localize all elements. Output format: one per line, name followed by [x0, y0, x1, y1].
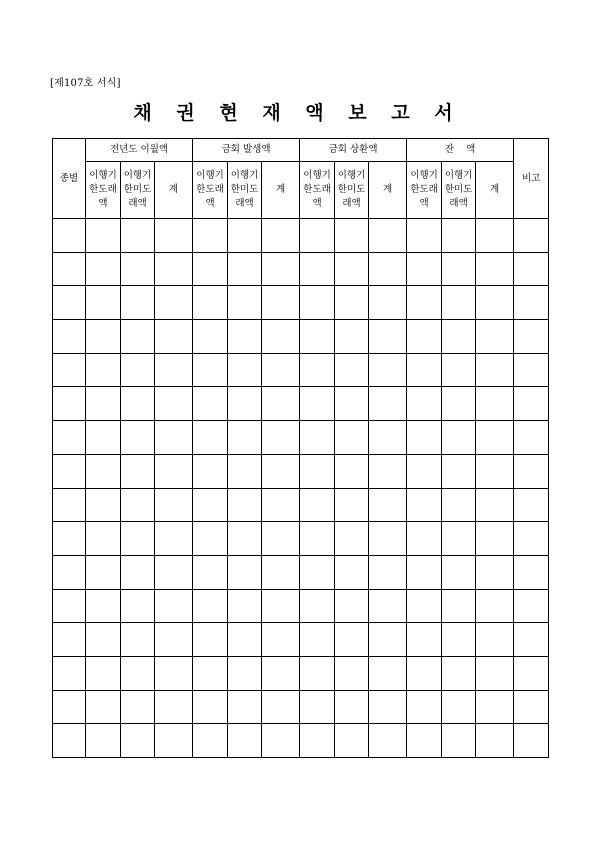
group-header-repaid: 금회 상환액 [300, 139, 407, 162]
table-cell [121, 286, 155, 320]
table-cell [369, 623, 407, 657]
table-cell [407, 623, 442, 657]
table-cell [476, 252, 514, 286]
subheader-line: 이행기 [303, 170, 331, 181]
table-cell [335, 488, 369, 522]
table-cell [53, 219, 86, 253]
table-cell [228, 252, 262, 286]
subheader-carryover-total: 계 [155, 162, 193, 219]
table-cell [193, 252, 228, 286]
subheader-issued-not-due-amount [228, 162, 262, 219]
subheader-line: 래액 [235, 198, 254, 209]
table-row [53, 320, 549, 354]
subheader-line: 이행기 [123, 170, 152, 181]
table-cell [369, 555, 407, 589]
table-cell [155, 252, 193, 286]
table-cell [262, 724, 300, 758]
table-cell [476, 656, 514, 690]
table-cell [335, 623, 369, 657]
table-cell [407, 286, 442, 320]
table-cell [121, 421, 155, 455]
table-cell [442, 353, 476, 387]
table-cell [300, 690, 335, 724]
table-cell [407, 320, 442, 354]
table-cell [53, 522, 86, 556]
table-cell [86, 488, 121, 522]
table-cell [228, 623, 262, 657]
table-row [53, 522, 549, 556]
table-cell [369, 320, 407, 354]
table-cell [369, 286, 407, 320]
table-cell [228, 724, 262, 758]
table-cell [121, 252, 155, 286]
subheader-line: 이행기 [89, 170, 117, 181]
table-cell [442, 219, 476, 253]
table-cell [335, 555, 369, 589]
table-cell [155, 555, 193, 589]
group-header-balance: 잔 액 [407, 139, 514, 162]
table-cell [262, 286, 300, 320]
subheader-line: 액 [419, 198, 429, 209]
table-cell [155, 454, 193, 488]
table-cell [53, 656, 86, 690]
table-cell [369, 656, 407, 690]
remarks-header: 비고 [514, 139, 549, 219]
table-cell [53, 252, 86, 286]
table-cell [86, 690, 121, 724]
table-row [53, 724, 549, 758]
table-cell [476, 387, 514, 421]
subheader-line: 한도래 [303, 184, 331, 195]
table-cell [262, 421, 300, 455]
table-cell [121, 690, 155, 724]
table-cell [86, 421, 121, 455]
table-cell [514, 522, 549, 556]
table-cell [514, 353, 549, 387]
table-cell [514, 320, 549, 354]
table-cell [53, 724, 86, 758]
table-cell [300, 522, 335, 556]
table-cell [300, 421, 335, 455]
table-cell [155, 286, 193, 320]
table-cell [193, 522, 228, 556]
table-cell [193, 555, 228, 589]
table-cell [193, 454, 228, 488]
table-cell [514, 454, 549, 488]
table-cell [300, 589, 335, 623]
table-cell [476, 320, 514, 354]
table-cell [407, 219, 442, 253]
table-cell [262, 690, 300, 724]
table-cell [121, 454, 155, 488]
table-cell [86, 353, 121, 387]
table-cell [121, 555, 155, 589]
table-cell [262, 387, 300, 421]
table-cell [53, 353, 86, 387]
table-cell [155, 724, 193, 758]
subheader-line: 한도래 [196, 184, 224, 195]
table-cell [228, 286, 262, 320]
table-row [53, 656, 549, 690]
table-cell [442, 421, 476, 455]
subheader-repaid-past-due-amount [300, 162, 335, 219]
subheader-line: 이행기 [230, 170, 259, 181]
table-cell [407, 555, 442, 589]
subheader-issued-total: 계 [262, 162, 300, 219]
document-title: 채 권 현 재 액 보 고 서 [133, 102, 462, 124]
table-row [53, 454, 549, 488]
table-cell [335, 387, 369, 421]
table-row [53, 488, 549, 522]
subheader-line: 액 [312, 198, 322, 209]
table-cell [335, 656, 369, 690]
subheader-balance-not-due-amount [442, 162, 476, 219]
table-cell [53, 488, 86, 522]
table-row [53, 252, 549, 286]
table-cell [121, 623, 155, 657]
table-cell [300, 219, 335, 253]
table-cell [155, 522, 193, 556]
table-cell [86, 286, 121, 320]
subheader-balance-past-due-amount [407, 162, 442, 219]
table-row [53, 623, 549, 657]
table-cell [407, 353, 442, 387]
table-cell [86, 623, 121, 657]
table-cell [369, 353, 407, 387]
table-cell [228, 454, 262, 488]
subheader-line: 액 [205, 198, 215, 209]
table-row [53, 353, 549, 387]
subheader-line: 래액 [128, 198, 147, 209]
table-cell [514, 488, 549, 522]
table-cell [53, 421, 86, 455]
table-cell [121, 219, 155, 253]
table-cell [121, 656, 155, 690]
table-cell [155, 320, 193, 354]
table-row [53, 555, 549, 589]
table-cell [407, 454, 442, 488]
table-cell [514, 219, 549, 253]
table-row [53, 387, 549, 421]
bond-balance-table [52, 138, 549, 758]
table-cell [514, 724, 549, 758]
table-cell [407, 488, 442, 522]
table-cell [476, 555, 514, 589]
table-cell [476, 454, 514, 488]
table-cell [442, 589, 476, 623]
table-cell [476, 623, 514, 657]
subheader-line: 이행기 [444, 170, 473, 181]
subheader-line: 한미도 [337, 184, 366, 195]
table-cell [476, 724, 514, 758]
table-cell [262, 522, 300, 556]
table-cell [407, 724, 442, 758]
table-cell [193, 320, 228, 354]
table-cell [155, 387, 193, 421]
table-cell [86, 724, 121, 758]
table-cell [442, 522, 476, 556]
table-cell [228, 353, 262, 387]
table-cell [300, 623, 335, 657]
table-cell [407, 690, 442, 724]
table-cell [228, 488, 262, 522]
table-cell [369, 522, 407, 556]
table-cell [86, 656, 121, 690]
table-cell [300, 252, 335, 286]
subheader-line: 한미도 [123, 184, 152, 195]
table-cell [335, 320, 369, 354]
table-cell [300, 387, 335, 421]
subheader-line: 한도래 [410, 184, 438, 195]
table-cell [514, 421, 549, 455]
table-cell [155, 656, 193, 690]
subheader-line: 한미도 [230, 184, 259, 195]
subheader-repaid-not-due-amount [335, 162, 369, 219]
table-cell [335, 690, 369, 724]
table-cell [155, 421, 193, 455]
table-cell [228, 690, 262, 724]
table-cell [193, 219, 228, 253]
table-cell [262, 219, 300, 253]
subheader-carryover-not-due-amount [121, 162, 155, 219]
header-row-subcolumns [53, 162, 549, 219]
table-cell [300, 724, 335, 758]
table-cell [53, 387, 86, 421]
table-cell [300, 286, 335, 320]
table-cell [476, 488, 514, 522]
table-cell [407, 589, 442, 623]
table-cell [155, 690, 193, 724]
table-cell [262, 656, 300, 690]
table-cell [442, 454, 476, 488]
table-cell [155, 488, 193, 522]
table-cell [53, 555, 86, 589]
table-cell [228, 421, 262, 455]
table-cell [262, 353, 300, 387]
table-cell [193, 690, 228, 724]
table-cell [407, 421, 442, 455]
table-cell [300, 353, 335, 387]
table-cell [121, 724, 155, 758]
table-cell [514, 656, 549, 690]
table-cell [476, 353, 514, 387]
table-cell [53, 320, 86, 354]
table-cell [121, 387, 155, 421]
table-cell [335, 286, 369, 320]
table-cell [193, 488, 228, 522]
subheader-line: 액 [98, 198, 108, 209]
table-cell [514, 286, 549, 320]
table-cell [262, 488, 300, 522]
table-cell [514, 690, 549, 724]
table-cell [121, 488, 155, 522]
table-cell [300, 320, 335, 354]
table-cell [86, 252, 121, 286]
table-cell [228, 555, 262, 589]
table-cell [407, 387, 442, 421]
table-cell [442, 320, 476, 354]
subheader-line: 한미도 [444, 184, 473, 195]
table-cell [53, 690, 86, 724]
table-cell [53, 454, 86, 488]
subheader-line: 래액 [449, 198, 468, 209]
table-cell [335, 353, 369, 387]
table-cell [407, 252, 442, 286]
group-header-issued: 금회 발생액 [193, 139, 300, 162]
table-cell [262, 623, 300, 657]
table-cell [514, 589, 549, 623]
table-cell [476, 589, 514, 623]
table-cell [193, 387, 228, 421]
group-header-carryover: 전년도 이월액 [86, 139, 193, 162]
table-cell [442, 555, 476, 589]
table-cell [476, 286, 514, 320]
table-cell [335, 454, 369, 488]
table-cell [300, 656, 335, 690]
table-cell [228, 522, 262, 556]
table-cell [86, 589, 121, 623]
form-number-label: [제107호 서식] [50, 78, 121, 89]
table-cell [121, 589, 155, 623]
table-row [53, 286, 549, 320]
table-cell [335, 252, 369, 286]
table-cell [86, 555, 121, 589]
table-cell [335, 724, 369, 758]
table-cell [442, 724, 476, 758]
subheader-line: 이행기 [410, 170, 438, 181]
table-cell [369, 724, 407, 758]
table-cell [228, 589, 262, 623]
table-cell [369, 488, 407, 522]
subheader-line: 이행기 [337, 170, 366, 181]
table-body [53, 219, 549, 758]
subheader-carryover-past-due-amount [86, 162, 121, 219]
table-cell [53, 286, 86, 320]
subheader-issued-past-due-amount [193, 162, 228, 219]
table-cell [514, 387, 549, 421]
table-cell [369, 690, 407, 724]
table-cell [442, 286, 476, 320]
table-cell [476, 690, 514, 724]
table-cell [193, 656, 228, 690]
table-cell [369, 219, 407, 253]
table-cell [335, 421, 369, 455]
table-cell [369, 589, 407, 623]
table-cell [442, 690, 476, 724]
table-cell [262, 252, 300, 286]
table-cell [86, 387, 121, 421]
table-cell [121, 320, 155, 354]
table-cell [193, 286, 228, 320]
table-cell [155, 219, 193, 253]
table-cell [193, 623, 228, 657]
subheader-line: 래액 [342, 198, 361, 209]
table-cell [514, 623, 549, 657]
table-cell [86, 454, 121, 488]
table-cell [193, 421, 228, 455]
table-cell [335, 219, 369, 253]
table-cell [53, 589, 86, 623]
subheader-repaid-total: 계 [369, 162, 407, 219]
table-cell [193, 724, 228, 758]
type-header: 종별 [53, 139, 86, 219]
table-cell [407, 522, 442, 556]
table-cell [442, 623, 476, 657]
table-cell [228, 320, 262, 354]
header-row-groups [53, 139, 549, 162]
table-cell [155, 353, 193, 387]
table-cell [228, 219, 262, 253]
table-cell [476, 522, 514, 556]
table-cell [262, 320, 300, 354]
table-cell [262, 454, 300, 488]
subheader-line: 이행기 [196, 170, 224, 181]
table-cell [53, 623, 86, 657]
table-cell [262, 589, 300, 623]
table-cell [262, 555, 300, 589]
table-cell [369, 387, 407, 421]
table-cell [300, 488, 335, 522]
table-cell [442, 252, 476, 286]
table-cell [407, 656, 442, 690]
subheader-balance-total: 계 [476, 162, 514, 219]
table-cell [228, 387, 262, 421]
table-row [53, 219, 549, 253]
table-cell [300, 454, 335, 488]
table-row [53, 690, 549, 724]
table-cell [476, 219, 514, 253]
table-cell [369, 454, 407, 488]
table-row [53, 421, 549, 455]
table-cell [335, 589, 369, 623]
table-cell [442, 656, 476, 690]
table-cell [155, 589, 193, 623]
table-cell [442, 387, 476, 421]
table-cell [369, 252, 407, 286]
table-cell [86, 219, 121, 253]
table-cell [335, 522, 369, 556]
table-cell [228, 656, 262, 690]
table-cell [514, 252, 549, 286]
table-cell [476, 421, 514, 455]
table-cell [514, 555, 549, 589]
table-cell [121, 522, 155, 556]
table-cell [193, 353, 228, 387]
table-cell [193, 589, 228, 623]
subheader-line: 한도래 [89, 184, 117, 195]
table-cell [121, 353, 155, 387]
table-row [53, 589, 549, 623]
table-cell [442, 488, 476, 522]
table-cell [369, 421, 407, 455]
table-cell [86, 522, 121, 556]
table-cell [300, 555, 335, 589]
table-cell [155, 623, 193, 657]
table-cell [86, 320, 121, 354]
